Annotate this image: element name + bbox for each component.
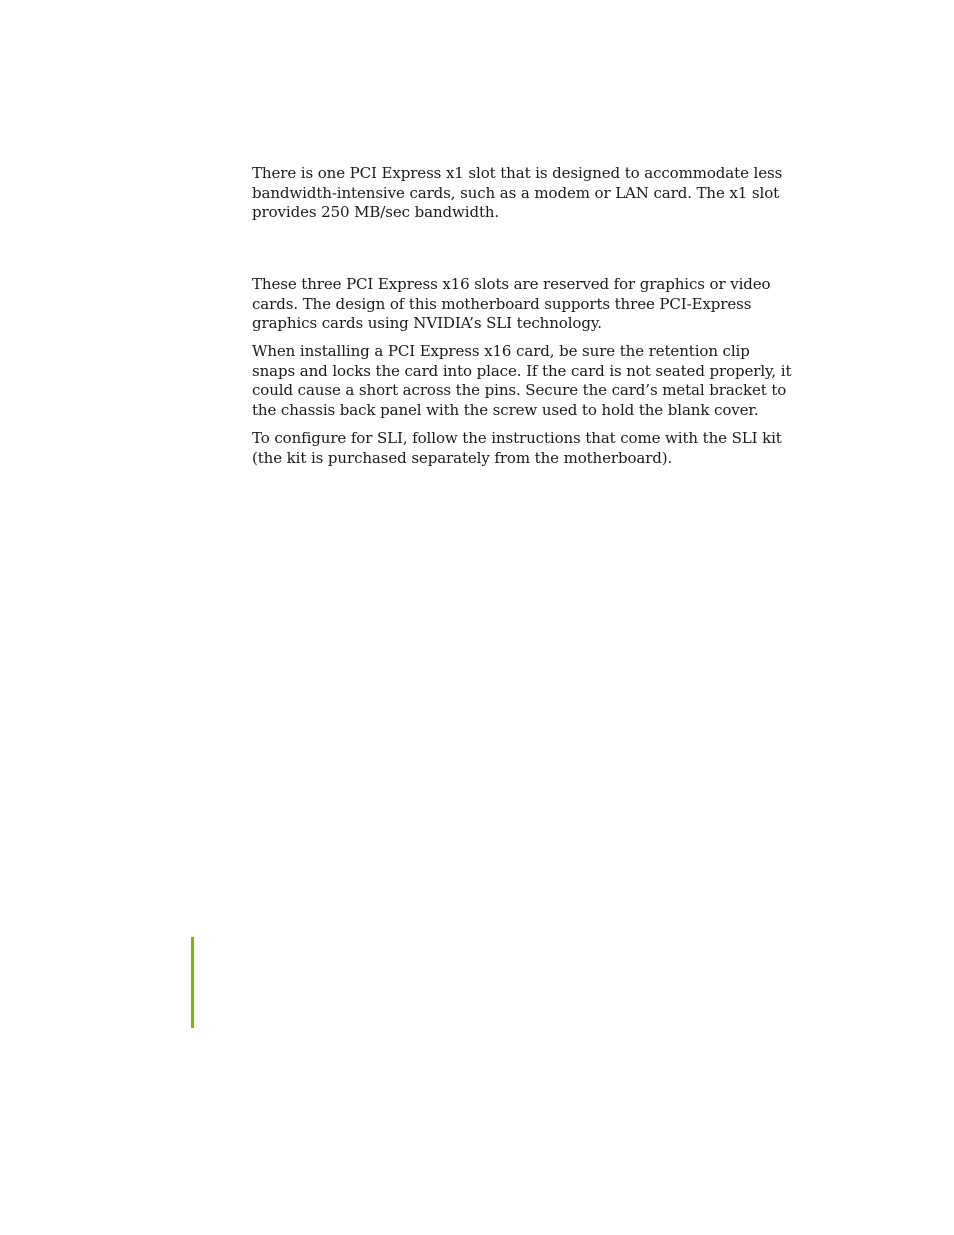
sli-configure-paragraph: To configure for SLI, follow the instructions that come with the SLI kit (the kit is purchased separately from the motherboard). (252, 429, 782, 467)
pcie-x16-install-paragraph: When installing a PCI Express x16 card, be sure the retention clip snaps and locks the card into place. If the card is not seated properly, it could cause a short across the pins. Secure the card’s metal bracket to the chassis back panel with the screw used to hold the blank cover. (252, 342, 792, 419)
margin-accent-bar (191, 937, 194, 1028)
pcie-x16-slots-paragraph: These three PCI Express x16 slots are reserved for graphics or video cards. The design of this motherboard supports three PCI-Express graphics cards using NVIDIA’s SLI technology. (252, 275, 771, 332)
pcie-x1-slot-paragraph: There is one PCI Express x1 slot that is designed to accommodate less bandwidth-intensive cards, such as a modem or LAN card. The x1 slot provides 250 MB/sec bandwidth. (252, 164, 783, 221)
